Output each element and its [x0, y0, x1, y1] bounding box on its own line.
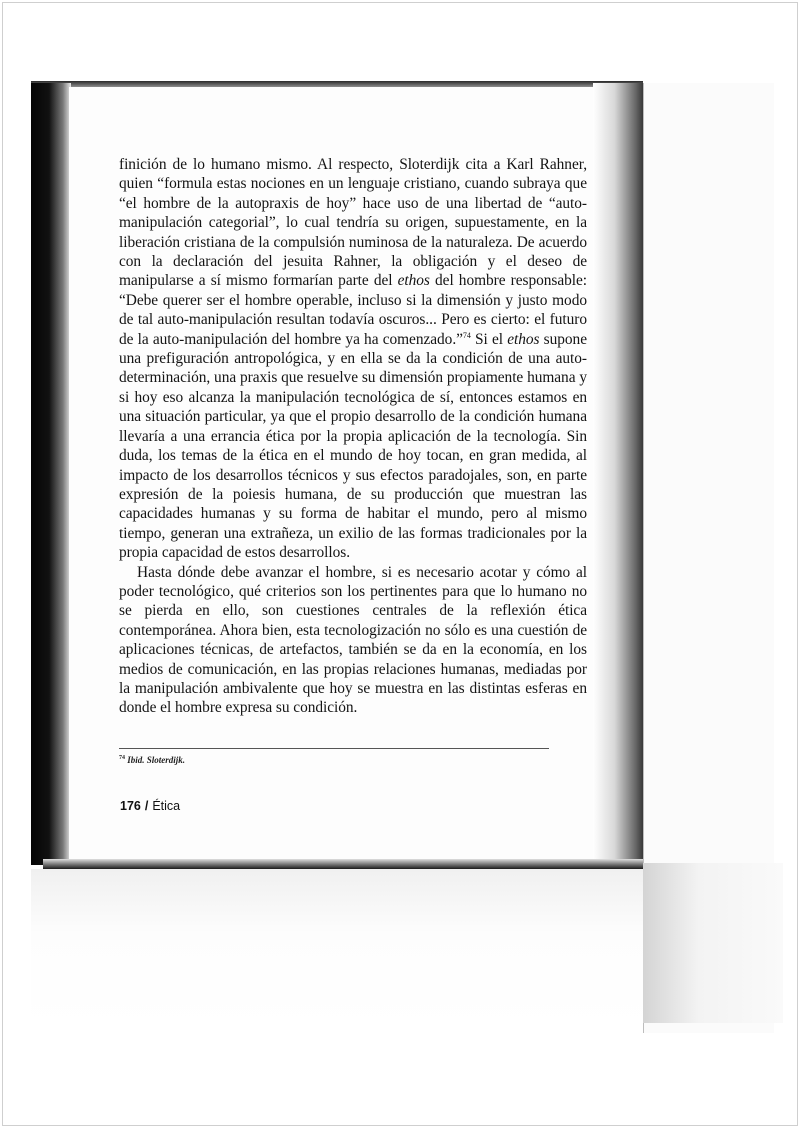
scan-lower-strip	[31, 869, 643, 1029]
footnote	[119, 755, 185, 765]
paragraph-1	[119, 155, 587, 563]
rahner-quote: del hombre responsable: “Debe querer ser el hombre operable, incluso si la dimensión y justo modo de tal auto-manipulación resultan todavía oscuros... Pero es cierto: el futuro de la auto-manipulación del hombre ya ha comenzado.”	[119, 272, 587, 348]
footnote-rule	[119, 748, 549, 749]
italic-ethos-2: ethos	[507, 330, 540, 348]
italic-ethos: ethos	[397, 272, 430, 290]
page-gutter-shadow	[593, 83, 647, 873]
scanned-sheet	[2, 2, 798, 1126]
footnote-text: Ibid. Sloterdijk.	[127, 755, 186, 765]
paragraph-1-end: supone una prefiguración antropológica, y en ella se da la condición de una auto-determinación, una praxis que resuelve su dimensión propiamente humana y si hoy eso alcanza la manipulación tecnológica de sí, entonces estamos en una situación particular, ya que el propio desarrollo de la condición humana llevaría a una errancia ética por la propia aplicación de la tecnología. Sin duda, los temas de la ética en el mundo de hoy tocan, en gran medida, al impacto de los desarrollos técnicos y sus efectos paradojales, son, en parte expresión de la poiesis humana, de su producción que muestran las capacidades humanas y su forma de habitar el mundo, pero al mismo tiempo, generan una extrañeza, un exilio de las formas tradicionales por la propia capacidad de estos desarrollos.	[119, 330, 587, 562]
paragraph-2: Hasta dónde debe avanzar el hombre, si es necesario acotar y cómo al poder tecnológico, qué criterios son los pertinentes para que lo humano no se pierda en ello, son cuestiones centrales de la reflexión ética contemporánea. Ahora bien, esta tecnologización no sólo es una cuestión de aplicaciones técnicas, de artefactos, también se da en la economía, en los medios de comunicación, en las propias relaciones humanas, mediadas por la manipulación ambivalente que hoy se muestra en las distintas esferas en donde el hombre expresa su condición.	[119, 563, 587, 717]
scan-left-edge	[31, 83, 71, 865]
paragraph-1-start: finición de lo humano mismo. Al respecto, Sloterdijk cita a Karl Rahner, quien “formula estas nociones en un lenguaje cristiano, cuando subraya que “el hombre de la autopraxis de hoy” hace uso de una libertad de “auto-manipulación categorial”, lo cual tendría su origen, supuestamente, en la liberación cristiana de la compulsión numinosa de la naturaleza. De acuerdo con la declaración del jesuita Rahner, la obligación y el deseo de manipularse a sí mismo formarían parte del	[119, 156, 587, 290]
footnote-mark: 74	[119, 755, 125, 761]
running-section-title: Ética	[152, 799, 181, 813]
paragraph-1-cont: Si el	[470, 330, 508, 348]
scan-bottom-edge	[43, 859, 643, 869]
folio	[120, 799, 180, 813]
folio-separator: /	[144, 799, 149, 813]
body-text	[119, 155, 587, 718]
page-number: 176	[120, 799, 141, 813]
footnote-reference[interactable]: 74	[462, 330, 471, 340]
facing-page-fold	[643, 863, 783, 1023]
